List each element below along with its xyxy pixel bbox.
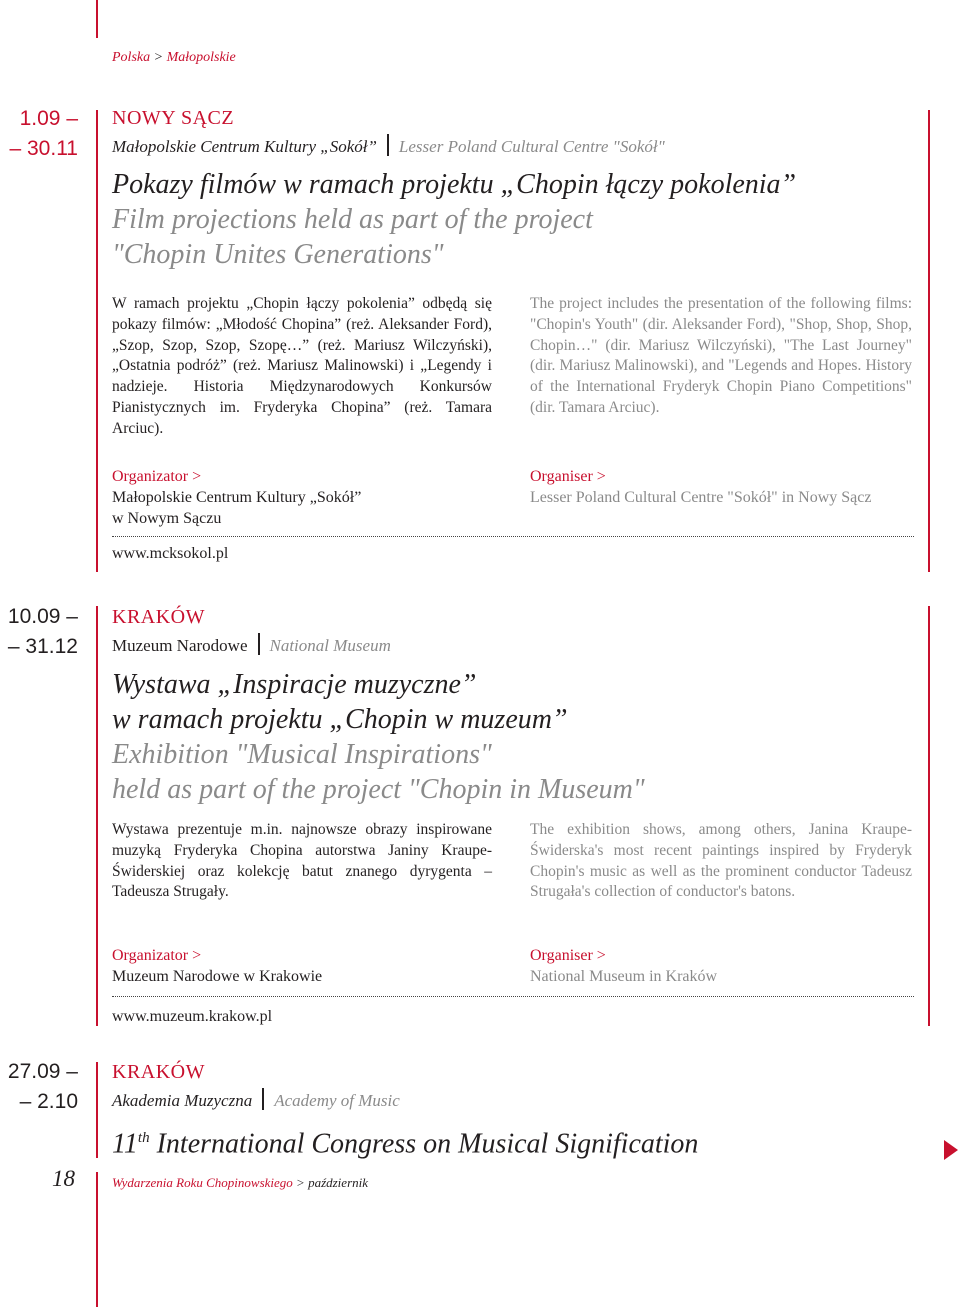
event3-venue — [112, 1088, 400, 1112]
event2-right-rule — [928, 606, 930, 1026]
event2-organizer-label-en: Organiser > — [530, 947, 606, 964]
event3-title-text: International Congress on Musical Signification — [156, 1128, 699, 1160]
event2-title-pl-1: Wystawa „Inspiracje muzyczne” — [112, 669, 477, 700]
event2-venue — [112, 633, 391, 657]
footer-month: październik — [308, 1175, 369, 1190]
event2-description-pl: Wystawa prezentuje m.in. najnowsze obrazy inspirowane muzyką Fryderyka Chopina autorstwa Janiny Kraupe-Świderskiej oraz kolekcję batut znanego dyrygenta – Tadeusza Strugały. — [112, 821, 492, 901]
footer-separator: > — [296, 1175, 305, 1190]
event2-organizer-label-pl: Organizator > — [112, 947, 202, 964]
next-page-arrow-icon[interactable] — [944, 1140, 958, 1160]
venue-divider — [262, 1088, 264, 1110]
event2-venue-en: National Museum — [269, 636, 391, 655]
event1-left-rule — [96, 110, 98, 572]
event3-date-start: 27.09 – — [7, 1060, 78, 1083]
event2-venue-pl: Muzeum Narodowe — [112, 636, 248, 655]
page-number: 18 — [52, 1166, 75, 1191]
event2-description-en: The exhibition shows, among others, Janina Kraupe-Świderska's most recent paintings inspired by Fryderyk Chopin's music as well as the prominent conductor Tadeusz Strugała's collection of conductor's batons. — [530, 821, 912, 901]
venue-divider — [387, 134, 389, 156]
footer-section: Wydarzenia Roku Chopinowskiego — [112, 1175, 293, 1190]
event3-title-suffix: th — [137, 1130, 150, 1146]
breadcrumb-separator: > — [153, 50, 164, 65]
event2-left-rule — [96, 606, 98, 1026]
event2-dotted-divider — [112, 996, 914, 997]
event3-venue-en: Academy of Music — [274, 1091, 400, 1110]
event1-description-en: The project includes the presentation of the following films: "Chopin's Youth" (dir. Aleksander Ford), "Shop, Shop, Shop, Chopin…" (dir. Mariusz Wilczyński), "The Last Journey" (dir. Mariusz Malinowski), and "Legends and Hopes. History of the International Fryderyk Chopin Piano Competitions" (dir. Tamara Arciuc). — [530, 295, 912, 416]
venue-divider — [258, 633, 260, 655]
event2-title-pl-2: w ramach projektu „Chopin w muzeum” — [112, 704, 568, 735]
event3-title — [112, 1121, 698, 1161]
event2-website-link[interactable]: www.muzeum.krakow.pl — [112, 1008, 273, 1025]
event1-city: NOWY SĄCZ — [112, 107, 235, 129]
event3-left-rule — [96, 1062, 98, 1158]
breadcrumb-subregion[interactable]: Małopolskie — [166, 50, 236, 65]
event1-description-pl: W ramach projektu „Chopin łączy pokolenia” odbędą się pokazy filmów: „Młodość Chopina” (reż. Aleksander Ford), „Szop, Szop, Szop, Szopę…” (reż. Mariusz Wilczyński), „Ostatnia podróż” (reż. Mariusz Malinowski) i „Legendy i nadzieje. Historia Międzynarodowych Konkursów Pianistycznych im. Fryderyka Chopina” (reż. Tamara Arciuc). — [112, 295, 492, 437]
event3-title-number: 11 — [112, 1128, 138, 1160]
event1-venue — [112, 134, 665, 158]
footer-rule — [96, 1172, 98, 1307]
event2-date-end: – 31.12 — [7, 635, 78, 658]
event3-venue-pl: Akademia Muzyczna — [112, 1091, 253, 1110]
event2-organizer-pl: Muzeum Narodowe w Krakowie — [112, 968, 323, 985]
event3-city: KRAKÓW — [112, 1061, 205, 1083]
event1-title-en-2: "Chopin Unites Generations" — [112, 239, 444, 270]
event1-website-link[interactable]: www.mcksokol.pl — [112, 545, 229, 562]
breadcrumb-region[interactable]: Polska — [112, 50, 151, 65]
event1-venue-en: Lesser Poland Cultural Centre "Sokół" — [398, 137, 665, 156]
breadcrumb — [112, 50, 236, 66]
event1-organizer-pl-2: w Nowym Sączu — [112, 510, 222, 527]
event2-city: KRAKÓW — [112, 606, 205, 628]
top-rule — [96, 0, 98, 38]
event1-title-en-1: Film projections held as part of the project — [112, 204, 593, 235]
event1-date-start: 1.09 – — [19, 107, 78, 130]
footer-section-label — [112, 1175, 368, 1191]
event2-title-en-1: Exhibition "Musical Inspirations" — [112, 739, 492, 770]
event2-organizer-en: National Museum in Kraków — [530, 968, 718, 985]
event1-organizer-en: Lesser Poland Cultural Centre "Sokół" in Nowy Sącz — [530, 489, 872, 506]
event1-dotted-divider — [112, 536, 914, 537]
event1-organizer-pl-1: Małopolskie Centrum Kultury „Sokół” — [112, 489, 362, 506]
event1-organizer-label-pl: Organizator > — [112, 468, 202, 485]
event1-right-rule — [928, 110, 930, 572]
event2-date-start: 10.09 – — [7, 605, 78, 628]
event3-date-end: – 2.10 — [19, 1090, 78, 1113]
event1-title-pl: Pokazy filmów w ramach projektu „Chopin łączy pokolenia” — [112, 169, 797, 200]
event1-venue-pl: Małopolskie Centrum Kultury „Sokół” — [112, 137, 377, 156]
event1-organizer-label-en: Organiser > — [530, 468, 606, 485]
event2-title-en-2: held as part of the project "Chopin in Museum" — [112, 774, 645, 805]
event1-date-end: – 30.11 — [9, 137, 78, 160]
